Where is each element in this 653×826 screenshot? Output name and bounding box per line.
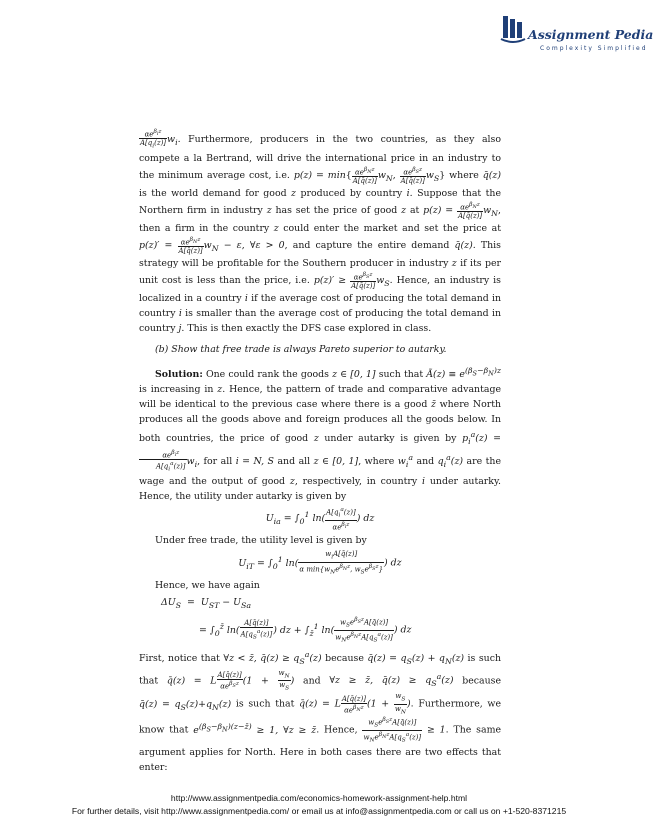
paragraph-free-trade: Under free trade, the utility level is given by: [155, 535, 367, 547]
question-b: (b) Show that free trade is always Pareto superior to autarky.: [155, 343, 447, 355]
brand-name: Assignment Pedia: [528, 27, 653, 42]
footer-contact: For further details, visit http://www.assignmentpedia.com/ or email us at info@assignmentpedia.com or call us on +1-520-8371215: [71, 806, 567, 816]
paragraph-hence: Hence, we have again: [155, 580, 260, 592]
equation-utility-trade: $U_{iT} = \int_0^1$ ln( $\frac{w_iA[q̄(z)]}{\alpha \min\{w_Ne^{\beta_Nz}, w_Se^{\beta_Sz}\}}$ ) dz: [238, 550, 402, 576]
book-stack-icon: [500, 14, 526, 44]
paragraph-solution: Solution: One could rank the goods z ∈ [0, 1] such that Ã(z) ≡ $e^{(\beta_S-\beta_N)z}$ is increasing in z. Hence, the pattern of trade and comparative advantage will be identical to the previous case where there is a good z̄ where North produces all the goods above and foreign produces all the goods below. In both countries, the price of good z under autarky is given by $p_i^a(z)$ = $\frac{\alpha e^{\beta_iz}}{A[q_i^a(z)]}$ $w_i$, for all i = N, S and all z ∈ [0, 1], where $w_i^a$ and $q_i^a(z)$ are the wage and the output of good z, respectively, in country i under autarky. Hence, the utility under autarky is given by: [139, 365, 502, 503]
brand-logo: [500, 14, 653, 62]
solution-label: Solution:: [155, 369, 203, 381]
document-body: [139, 128, 501, 775]
brand-tagline: Complexity Simplified: [540, 45, 648, 52]
equation-utility-autarky: $U_{ia} = \int_0^1$ ln( $\frac{A[q_i^a(z)]}{\alpha e^{\beta_iz}}$ ) dz: [265, 507, 375, 532]
equation-delta-utility: $\Delta U_S = U_{ST} - U_{Sa}$ = $\int_0^{z̄}$ ln( $\frac{A[q̄(z)]}{A[q_S^a(z)]}$ ) dz + $\int_{z̄}^1$ ln( $\frac{w_Se^{\beta_Sz}A[q̄(z)]}{w_Ne^{\beta_Nz}A[q_S^a(z)]}$ ) dz: [161, 597, 412, 644]
paragraph-first-notice: First, notice that ∀z < z̄, q̄(z) ≥ $q_S^a(z)$ because q̄(z) = $q_S(z) + q_N(z)$ is such that q̄(z) = L $\frac{A[q̄(z)]}{\alpha e^{\beta_Sz}}$ (1 + $\frac{w_N}{w_S}$ ) and ∀z ≥ z̄, q̄(z) ≥ $q_S^a(z)$ because q̄(z) = $q_S(z)+q_N(z)$ is such that q̄(z) = L $\frac{A[q̄(z)]}{\alpha e^{\beta_Nz}}$ (1 + $\frac{w_S}{w_N}$ ). Furthermore, we know that $e^{(\beta_S-\beta_N)(z-z̄)} \ge 1$, ∀z ≥ z̄. Hence, $\frac{w_Se^{\beta_Sz}A[q̄(z)]}{w_Ne^{\beta_Nz}A[q_S^a(z)]}$ ≥ 1. The same argument applies for North. Here in both cases there are two effects that enter:: [139, 649, 502, 773]
paragraph-price-competition: $\frac{\alpha e^{\beta_iz}}{A[q_i(z)]}$ $w_i$. Furthermore, producers in the two countries, as they also compete a la Bertrand, will drive the international price in an industry to the minimum average cost, i.e. p(z) = min{ $\frac{\alpha e^{\beta_Nz}}{A[q̄(z)]}$ $w_N$, $\frac{\alpha e^{\beta_Sz}}{A[q̄(z)]}$ $w_S$} where q̄(z) is the world demand for good z produced by country i. Suppose that the Northern firm in industry z has set the price of good z at p(z) = $\frac{\alpha e^{\beta_Nz}}{A[q̄(z)]}$ $w_N$, then a firm in the country z could enter the market and set the price at p(z)′ = $\frac{\alpha e^{\beta_Nz}}{A[q̄(z)]}$ $w_N - \varepsilon$, ∀ε > 0, and capture the entire demand q̄(z). This strategy will be profitable for the Southern producer in industry z if its per unit cost is less than the price, i.e. p(z)′ ≥ $\frac{\alpha e^{\beta_Sz}}{A[q̄(z)]}$ $w_S$. Hence, an industry is localized in a country i if the average cost of producing the total demand in country i is smaller than the average cost of producing the total demand in country j. This is then exactly the DFS case explored in class.: [139, 129, 502, 334]
footer-url[interactable]: http://www.assignmentpedia.com/economics-homework-assignment-help.html: [170, 793, 468, 803]
